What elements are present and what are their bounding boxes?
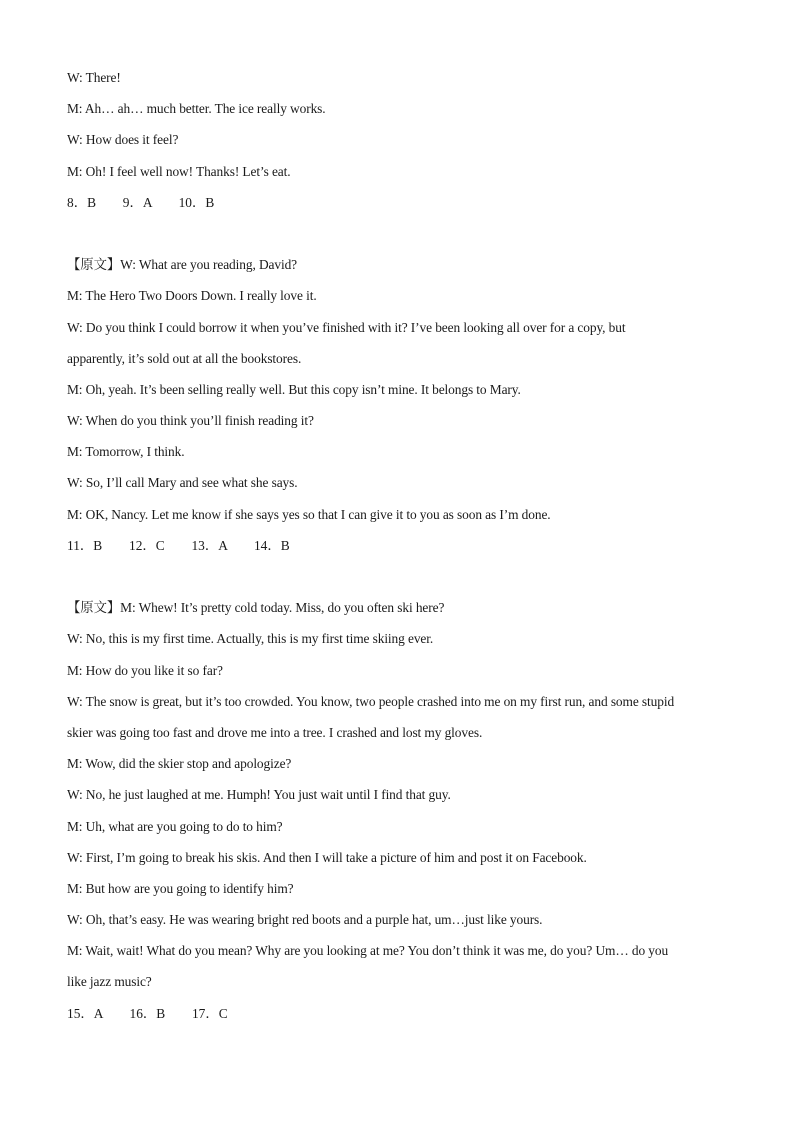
- dialogue-line: M: Wait, wait! What do you mean? Why are you looking at me? You don’t think it was me, do you? Um… do you: [67, 943, 669, 959]
- dialogue-line: W: So, I’ll call Mary and see what she says.: [67, 475, 298, 491]
- dialogue-line: apparently, it’s sold out at all the bookstores.: [67, 350, 302, 366]
- dialogue-line: M: Ah… ah… much better. The ice really works.: [67, 101, 326, 117]
- dialogue-line: W: How does it feel?: [67, 132, 179, 148]
- section-1: [67, 62, 737, 218]
- dialogue-line: W: No, this is my first time. Actually, this is my first time skiing ever.: [67, 631, 434, 647]
- dialogue-line: W: When do you think you’ll finish reading it?: [67, 413, 314, 429]
- dialogue-line: M: Tomorrow, I think.: [67, 444, 185, 460]
- dialogue-line: M: The Hero Two Doors Down. I really love it.: [67, 288, 317, 304]
- dialogue-line: M: Oh! I feel well now! Thanks! Let’s eat.: [67, 163, 291, 179]
- dialogue-line: skier was going too fast and drove me into a tree. I crashed and lost my gloves.: [67, 724, 483, 740]
- document-page: [67, 62, 737, 1029]
- dialogue-line: M: But how are you going to identify him?: [67, 880, 294, 896]
- answer-key: 8．B 9．A 10．B: [67, 194, 215, 210]
- dialogue-line: 【原文】M: Whew! It’s pretty cold today. Miss, do you often ski here?: [67, 600, 445, 616]
- dialogue-line: M: Uh, what are you going to do to him?: [67, 818, 283, 834]
- section-spacer: [67, 218, 737, 249]
- dialogue-line: like jazz music?: [67, 974, 152, 990]
- dialogue-line: W: No, he just laughed at me. Humph! You just wait until I find that guy.: [67, 787, 451, 803]
- section-spacer: [67, 561, 737, 592]
- answer-key: 11．B 12．C 13．A 14．B: [67, 537, 290, 553]
- answer-key: 15．A 16．B 17．C: [67, 1005, 228, 1021]
- section-2: [67, 249, 737, 561]
- dialogue-line: W: Oh, that’s easy. He was wearing bright red boots and a purple hat, um…just like yours.: [67, 912, 543, 928]
- dialogue-line: M: OK, Nancy. Let me know if she says yes so that I can give it to you as soon as I’m done.: [67, 506, 551, 522]
- dialogue-line: W: The snow is great, but it’s too crowded. You know, two people crashed into me on my first run, and some stupid: [67, 693, 675, 709]
- section-3: [67, 592, 737, 1029]
- dialogue-line: M: Oh, yeah. It’s been selling really well. But this copy isn’t mine. It belongs to Mary.: [67, 381, 521, 397]
- dialogue-line: W: Do you think I could borrow it when you’ve finished with it? I’ve been looking all over for a copy, but: [67, 319, 626, 335]
- dialogue-line: W: There!: [67, 70, 121, 85]
- dialogue-line: W: First, I’m going to break his skis. And then I will take a picture of him and post it on Facebook.: [67, 849, 587, 865]
- dialogue-line: M: How do you like it so far?: [67, 662, 223, 678]
- dialogue-line: 【原文】W: What are you reading, David?: [67, 257, 298, 273]
- dialogue-line: M: Wow, did the skier stop and apologize?: [67, 756, 292, 772]
